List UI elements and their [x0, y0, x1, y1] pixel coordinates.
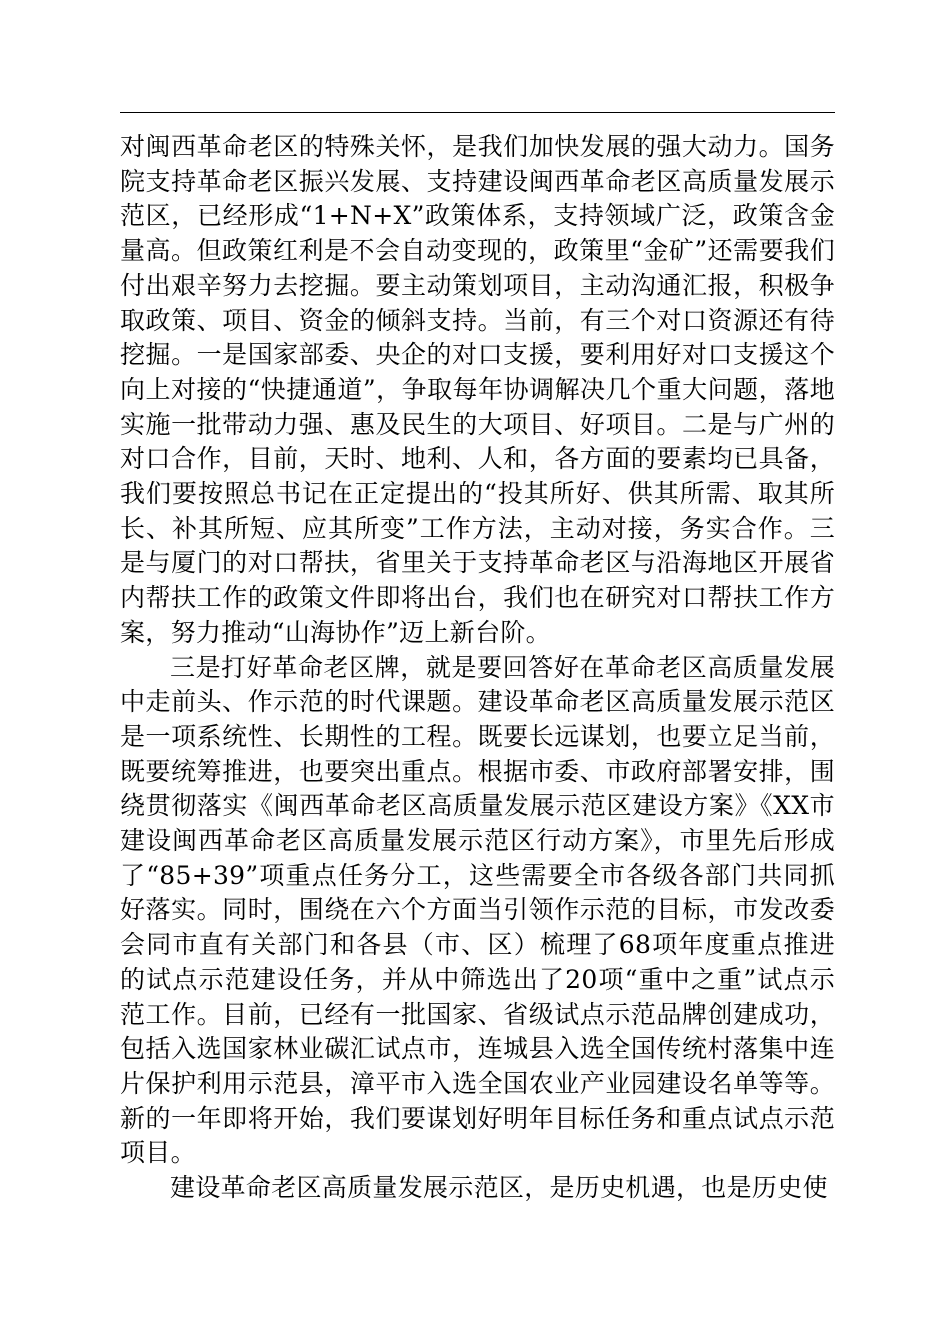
paragraph-old-revolutionary-area-brand: 三是打好革命老区牌，就是要回答好在革命老区高质量发展中走前头、作示范的时代课题。建设革命老区高质量发展示范区是一项系统性、长期性的工程。既要长远谋划，也要立足当前，既要统筹推进，也要突出重点。根据市委、市政府部署安排，围绕贯彻落实《闽西革命老区高质量发展示范区建设方案》《XX市建设闽西革命老区高质量发展示范区行动方案》，市里先后形成了“85+39”项重点任务分工，这些需要全市各级各部门共同抓好落实。同时，围绕在六个方面当引领作示范的目标，市发改委会同市直有关部门和各县（市、区）梳理了68项年度重点推进的试点示范建设任务，并从中筛选出了20项“重中之重”试点示范工作。目前，已经有一批国家、省级试点示范品牌创建成功，包括入选国家林业碳汇试点市，连城县入选全国传统村落集中连片保护利用示范县，漳平市入选全国农业产业园建设名单等等。新的一年即将开始，我们要谋划好明年目标任务和重点试点示范项目。: [120, 652, 835, 1168]
header-rule: [120, 112, 835, 113]
paragraph-special-care-policy: 对闽西革命老区的特殊关怀，是我们加快发展的强大动力。国务院支持革命老区振兴发展、支持建设闽西革命老区高质量发展示范区，已经形成“1+N+X”政策体系，支持领域广泛，政策含金量高。但政策红利是不会自动变现的，政策里“金矿”还需要我们付出艰辛努力去挖掘。要主动策划项目，主动沟通汇报，积极争取政策、项目、资金的倾斜支持。当前，有三个对口资源还有待挖掘。一是国家部委、央企的对口支援，要利用好对口支援这个向上对接的“快捷通道”，争取每年协调解决几个重大问题，落地实施一批带动力强、惠及民生的大项目、好项目。二是与广州的对口合作，目前，天时、地利、人和，各方面的要素均已具备，我们要按照总书记在正定提出的“投其所好、供其所需、取其所长、补其所短、应其所变”工作方法，主动对接，务实合作。三是与厦门的对口帮扶，省里关于支持革命老区与沿海地区开展省内帮扶工作的政策文件即将出台，我们也在研究对口帮扶工作方案，努力推动“山海协作”迈上新台阶。: [120, 132, 835, 647]
paragraph-historic-opportunity: 建设革命老区高质量发展示范区，是历史机遇，也是历史使: [170, 1173, 828, 1203]
document-body: [120, 130, 835, 1206]
